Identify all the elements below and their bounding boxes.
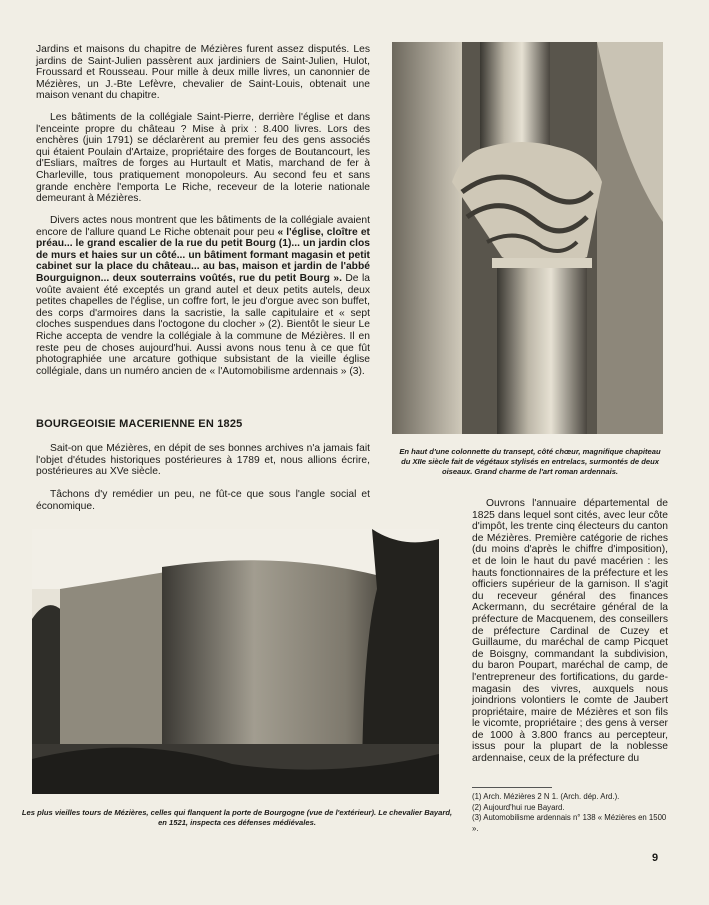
towers-photo-image [32, 529, 439, 794]
footnote-1: (1) Arch. Mézières 2 N 1. (Arch. dép. Ard.). [472, 792, 620, 801]
paragraph-collegiale-sale: Les bâtiments de la collégiale Saint-Pierre, derrière l'église et dans l'enceinte propre du château ? Mise à prix : 8.400 livres. Lors des enchères (juin 1791) se déclarèrent au premier feu des gens associés qui étaient Poulain d'Artaize, propriétaire des forges de Boutancourt, les d'Esliars, maîtres de forges au Hurtault et Matis, marchand de fer à Charleville, tous pratiquement monopoleurs. Au second feu et sans grande enchère l'emporta Le Riche, receveur de la loterie nationale demeurant à Mézières. [36, 112, 370, 205]
towers-photo [32, 529, 439, 794]
paragraph-collegiale-buildings [36, 215, 370, 377]
paragraph-collegiale-intro: Divers actes nous montrent que les bâtiments de la collégiale avaient encore de l'allure quand Le Riche obtenait pour peu [36, 215, 370, 238]
capital-photo [392, 42, 663, 434]
paragraph-collegiale-quote: « l'église, cloître et préau... le grand escalier de la rue du petit Bourg (1)... un jardin clos de murs et haies sur un côté... un bâtiment formant magasin et petit cabinet sur la place du château... au bas, maison et jardin de l'abbé Bourguignon... deux souterrains voûtés, rue du petit Bourg ». [36, 226, 370, 284]
capital-photo-image [392, 42, 663, 434]
towers-caption: Les plus vieilles tours de Mézières, celles qui flanquent la porte de Bourgogne (vue de l'extérieur). Le chevalier Bayard, en 1521, inspecta ces défenses médiévales. [21, 808, 453, 827]
footnote-rule [472, 787, 552, 788]
paragraph-remedy: Tâchons d'y remédier un peu, ne fût-ce que sous l'angle social et économique. [36, 489, 370, 512]
page-number: 9 [652, 852, 659, 864]
paragraph-collegiale-rest: De la voûte avaient été exceptés un grand autel et deux petits autels, deux petites chapelles de l'église, un coffre fort, le jeu d'orgue avec son buffet, des corps d'armoires dans la sacristie, la salle capitulaire et « sept cloches suspendues dans l'octogone du clocher » (2). Bientôt le sieur Le Riche accepta de vendre la collégiale à la commune de Mézières. Il en reste peu de choses aujourd'hui. Aussi avons nous tenu à ce que fût photographiée une arcature gothique subsistant de la vieille église collégiale, dans un numéro ancien de « l'Automobilisme ardennais » (3). [36, 272, 370, 377]
paragraph-archives: Sait-on que Mézières, en dépit de ses bonnes archives n'a jamais fait l'objet d'études historiques postérieures à 1789 et, nous allions écrire, postérieures au XVe siècle. [36, 443, 370, 478]
footnote-3: (3) Automobilisme ardennais n° 138 « Mézières en 1500 ». [472, 813, 667, 833]
paragraph-chapter-gardens: Jardins et maisons du chapitre de Mézières furent assez disputés. Les jardins de Saint-Julien passèrent aux jardiniers de Saint-Julien, Hulot, Froussard et Rousseau. Pour mille à deux mille livres, un canonnier de Mézières, un J.-Bte Lefèvre, chevalier de Saint-Louis, obtenait une maison venant du chapitre. [36, 44, 370, 102]
capital-caption: En haut d'une colonnette du transept, côté chœur, magnifique chapiteau du XIIe siècle fait de végétaux stylisés en entrelacs, surmontés de deux oiseaux. Grand charme de l'art roman ardennais. [399, 447, 661, 476]
footnotes [472, 792, 672, 834]
footnote-2: (2) Aujourd'hui rue Bayard. [472, 802, 565, 812]
section-heading: BOURGEOISIE MACERIENNE EN 1825 [36, 418, 243, 430]
paragraph-annuaire: Ouvrons l'annuaire départemental de 1825 dans lequel sont cités, avec leur côte d'impôt, les trente cinq électeurs du canton de Mézières. Première catégorie de riches (du moins d'après le chiffre d'imposition), et de loin le haut du pavé macérien : les hauts fonctionnaires de la préfecture et les officiers supérieur de la garnison. Il s'agit du receveur général des finances Ackermann, du secrétaire général de la préfecture de Macquenem, des conseillers de préfecture Cardinal de Cuzey et Guillaume, du maréchal de camp Picquet de Boisgny, commandant la subdivision, du baron Poupart, maréchal de camp, de l'entrepreneur des fortifications, du garde-magasin des vivres, auxquels nous joindrions volontiers le comte de Jaubert propriétaire, maire de Mézières et son fils le vicomte, propriétaire ; des gens à verser de 1000 à 3.800 francs au percepteur, issus pour la plupart de la noblesse ardennaise, ceux de la préfecture du [472, 498, 668, 765]
